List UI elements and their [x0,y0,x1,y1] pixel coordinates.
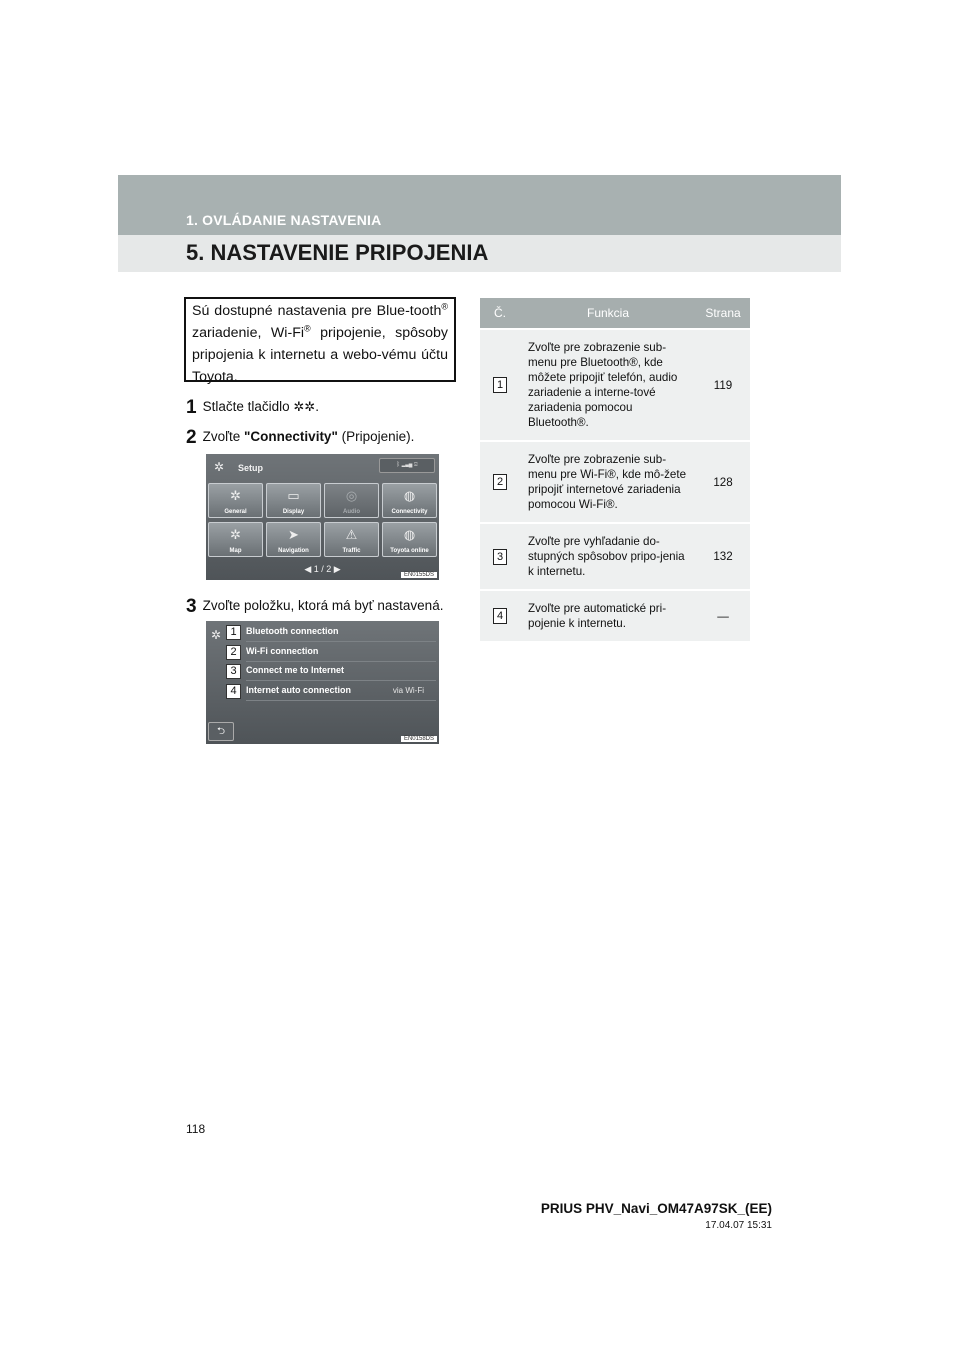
status-indicator: ᛒ ▂▃▅ ✉ [379,458,435,473]
globe-icon: ◍ [403,488,416,503]
document-id: PRIUS PHV_Navi_OM47A97SK_(EE) [540,1201,772,1216]
row-number: 4 [493,608,507,624]
tile-toyota-online[interactable]: ◍ Toyota online [382,522,437,557]
setup-screen [206,454,439,580]
connectivity-gear-icon: ✲ [211,628,222,642]
tile-traffic[interactable]: ⚠ Traffic [324,522,379,557]
callout-3: 3 [226,664,241,679]
row-number: 3 [493,549,507,565]
connectivity-screen [206,621,439,744]
navigation-icon: ➤ [288,527,299,542]
setup-gear-icon: ✲ [214,460,225,474]
gear-icon: ✲ [230,488,241,503]
table-row [480,329,750,441]
table-row [480,523,750,590]
row-page: 119 [696,329,750,441]
row-function: Zvoľte pre automatické pri-pojenie k internetu. [520,590,696,641]
tile-audio[interactable]: ◎ Audio [324,483,379,518]
page-number: 118 [186,1122,206,1136]
traffic-icon: ⚠ [345,527,358,542]
function-table [480,298,750,641]
row-function: Zvoľte pre vyhľadanie do-stupných spôsobov pripo-jenia k internetu. [520,523,696,590]
back-icon[interactable]: ⮌ [208,722,234,741]
tile-connectivity[interactable]: ◍ Connectivity [382,483,437,518]
globe-icon: ◍ [403,527,416,542]
page-title: 5. NASTAVENIE PRIPOJENIA [186,240,489,265]
internet-auto-connection-item[interactable]: Internet auto connection via Wi-Fi [246,681,436,701]
row-number: 2 [493,474,507,490]
setup-gear-icon: ✲✲ [293,399,316,414]
tile-general[interactable]: ✲ General [208,483,263,518]
row-page: 128 [696,441,750,523]
figure-code: EN0158DS [401,736,437,742]
row-page: 132 [696,523,750,590]
row-function: Zvoľte pre zobrazenie sub-menu pre Bluetooth®, kde môžete pripojiť telefón, audio zariadenie a interne-tové zariadenia pomocou Bluetooth®. [520,329,696,441]
document-date: 17.04.07 15:31 [705,1220,772,1231]
step-1: 1 Stlačte tlačidlo ✲✲. [186,397,319,418]
section-title: 1. OVLÁDANIE NASTAVENIA [186,212,382,228]
row-page: — [696,590,750,641]
tile-navigation[interactable]: ➤ Navigation [266,522,321,557]
intro-box: Sú dostupné nastavenia pre Blue-tooth® zariadenie, Wi-Fi® pripojenie, spôsoby pripojenia k internetu a webo-vému účtu Toyota. [184,297,456,382]
row-function: Zvoľte pre zobrazenie sub-menu pre Wi-Fi®, kde mô-žete pripojiť internetové zariadenia pomocou Wi-Fi®. [520,441,696,523]
table-row [480,590,750,641]
tile-display[interactable]: ▭ Display [266,483,321,518]
table-row [480,441,750,523]
col-page: Strana [696,298,750,329]
figure-code: EN0155DS [401,572,437,578]
audio-icon: ◎ [345,488,358,503]
step-2: 2 Zvoľte "Connectivity" (Pripojenie). [186,427,415,448]
bluetooth-connection-item[interactable]: Bluetooth connection [246,622,436,642]
step-3: 3 Zvoľte položku, ktorá má byť nastavená. [186,596,444,617]
page-indicator[interactable]: ◀ 1 / 2 ▶ [304,564,341,574]
wifi-connection-item[interactable]: Wi-Fi connection [246,642,436,662]
tile-map[interactable]: ✲ Map [208,522,263,557]
col-function: Funkcia [520,298,696,329]
callout-1: 1 [226,625,241,640]
callout-2: 2 [226,645,241,660]
gear-icon: ✲ [230,527,241,542]
screen-title: Setup [238,463,264,473]
callout-4: 4 [226,684,241,699]
col-number: Č. [480,298,520,329]
row-number: 1 [493,377,507,393]
connect-internet-item[interactable]: Connect me to Internet [246,661,436,681]
display-icon: ▭ [287,488,300,503]
